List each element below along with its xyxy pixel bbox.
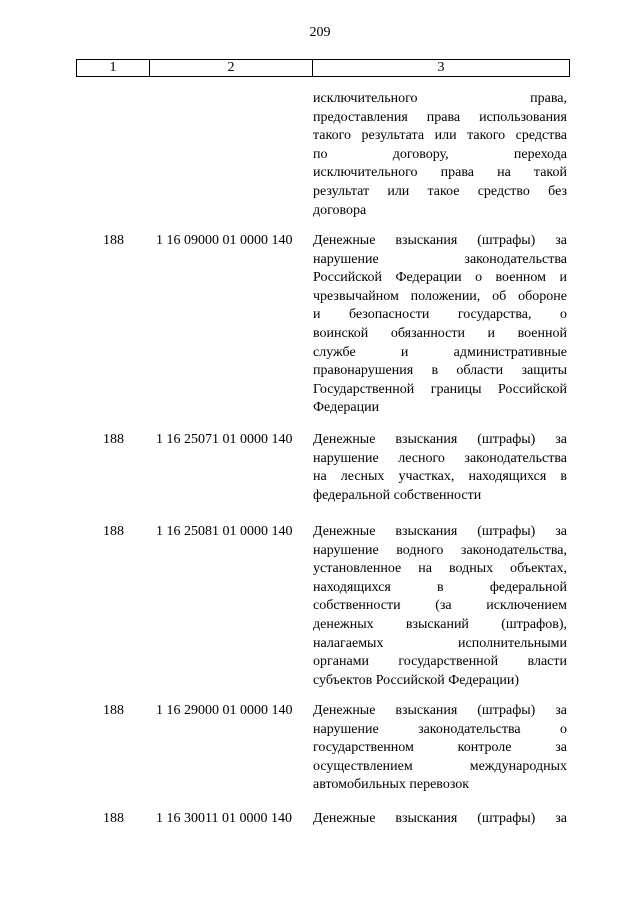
text-line: федеральной собственности — [313, 487, 482, 503]
text-line: чрезвычайном положении, об обороне — [313, 288, 567, 304]
admin-code: 188 — [103, 233, 124, 248]
text-line: службе и административные — [313, 344, 567, 360]
page-number: 209 — [309, 25, 331, 40]
admin-code: 188 — [103, 811, 124, 826]
text-line: автомобильных перевозок — [313, 777, 470, 793]
text-line: результат или такое средство без — [313, 183, 567, 199]
text-line: государственном контроле за — [313, 740, 567, 756]
text-line: Российской Федерации о военном и — [313, 270, 567, 286]
text-line: органами государственной власти — [313, 654, 567, 670]
income-name — [313, 523, 567, 690]
text-line: договора — [313, 202, 367, 218]
text-line: нарушение водного законодательства, — [313, 542, 567, 558]
text-line: находящихся в федеральной — [313, 579, 567, 595]
text-line: на лесных участках, находящихся в — [313, 469, 567, 485]
admin-code: 188 — [103, 432, 124, 447]
text-line: Денежные взыскания (штрафы) за — [313, 432, 567, 447]
text-line: Денежные взыскания (штрафы) за — [313, 703, 567, 718]
text-line: Государственной границы Российской — [313, 381, 567, 397]
continuation-text — [313, 90, 567, 220]
kbk-code: 1 16 30011 01 0000 140 — [156, 811, 292, 826]
text-line: правонарушения в области защиты — [313, 363, 567, 379]
kbk-code: 1 16 09000 01 0000 140 — [156, 233, 293, 248]
text-line: нарушение лесного законодательства — [313, 450, 567, 466]
text-line: и безопасности государства, о — [313, 307, 567, 323]
text-line: субъектов Российской Федерации) — [313, 672, 520, 688]
text-line: нарушение законодательства — [313, 251, 567, 267]
table-header-col-1: 1 — [77, 60, 150, 76]
text-line: Федерации — [313, 400, 380, 416]
text-line: нарушение законодательства о — [313, 721, 567, 737]
text-line: установленное на водных объектах, — [313, 561, 567, 577]
text-line: Денежные взыскания (штрафы) за — [313, 811, 567, 826]
text-line: исключительного права на такой — [313, 165, 567, 181]
text-line: Денежные взыскания (штрафы) за — [313, 233, 567, 248]
text-line: осуществлением международных — [313, 758, 567, 774]
text-line: такого результата или такого средства — [313, 128, 567, 144]
admin-code: 188 — [103, 524, 124, 539]
kbk-code: 1 16 25081 01 0000 140 — [156, 524, 293, 539]
income-name — [313, 232, 567, 418]
text-line: воинской обязанности и военной — [313, 325, 567, 341]
text-line: налагаемых исполнительными — [313, 635, 567, 651]
text-line: по договору, перехода — [313, 146, 567, 162]
table-header — [76, 59, 570, 77]
text-line: предоставления права использования — [313, 109, 567, 125]
income-name — [313, 702, 567, 795]
income-name — [313, 431, 567, 505]
text-line: собственности (за исключением — [313, 598, 567, 614]
text-line: исключительного права, — [313, 91, 567, 106]
table-header-col-2: 2 — [150, 60, 313, 76]
kbk-code: 1 16 29000 01 0000 140 — [156, 703, 293, 718]
admin-code: 188 — [103, 703, 124, 718]
text-line: Денежные взыскания (штрафы) за — [313, 524, 567, 539]
table-header-col-3: 3 — [437, 60, 445, 75]
text-line: денежных взысканий (штрафов), — [313, 616, 567, 632]
income-name — [313, 810, 567, 829]
kbk-code: 1 16 25071 01 0000 140 — [156, 432, 293, 447]
